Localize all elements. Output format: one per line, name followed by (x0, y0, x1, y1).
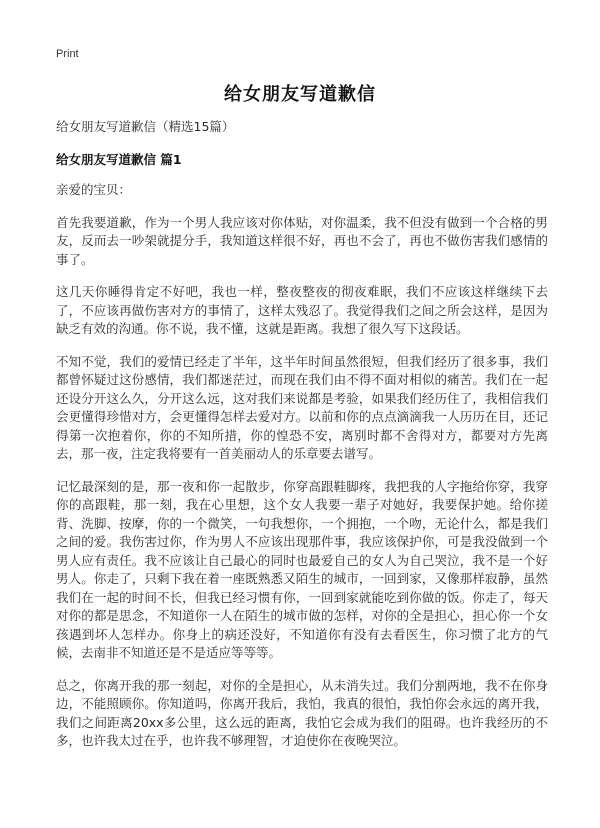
document-subtitle: 给女朋友写道歉信（精选15篇） (56, 119, 235, 134)
paragraph-4: 记忆最深刻的是，那一夜和你一起散步，你穿高跟鞋脚疼，我把我的人字拖给你穿，我穿你的高跟鞋，那一刻，我在心里想，这个女人我要一辈子对她好，我要保护她。给你搓背、洗脚、按摩，你的一个微笑，一句我想你，一个拥抱，一个吻，无论什么，都是我们之间的爱。我伤害过你，作为男人不应该出现那件事，我应该保护你，可是我没做到一个男人应有责任。我不应该让自己最心的同时也最爱自己的女人为自己哭泣，我不是一个好男人。你走了，只剩下我在着一座既熟悉又陌生的城市，一回到家，又像那样寂静，虽然我们在一起的时间不长，但我已经习惯有你，一回到家就能吃到你做的饭。你走了，每天对你的都是思念，不知道你一人在陌生的城市做的怎样，对你的全是担心，担心你一个女孩遇到坏人怎样办。你身上的病还没好，不知道你有没有去看医生，你习惯了北方的气候，去南非不知道还是不是适应等等等。 (56, 478, 548, 660)
document-title: 给女朋友写道歉信 (224, 84, 376, 105)
section-heading: 给女朋友写道歉信 篇1 (56, 151, 182, 167)
paragraph-3: 不知不觉，我们的爱情已经走了半年，这半年时间虽然很短，但我们经历了很多事，我们都曾怀疑过这份感情，我们都迷茫过，而现在我们由不得不面对相似的痛苦。我们在一起还设分开这么久，分开这么远，这对我们来说都是考验，如果我们经历住了，我相信我们会更懂得珍惜对方，会更懂得怎样去爱对方。以前和你的点点滴滴我一人历历在目，还记得第一次抱着你，你的不知所措，你的惶恐不安，离别时都不舍得对方，都要对方先离去，那一夜，注定我将要有一首美丽动人的乐章要去谱写。 (56, 353, 548, 461)
document-body (56, 118, 548, 765)
paragraph-1: 首先我要道歉，作为一个男人我应该对你体贴，对你温柔，我不但没有做到一个合格的男友，反而去一吵架就提分手，我知道这样很不好，再也不会了，再也不做伤害我们感情的事了。 (56, 214, 548, 267)
paragraph-2: 这几天你睡得肯定不好吧，我也一样，整夜整夜的彻夜难眠，我们不应该这样继续下去了，不应该再做伤害对方的事情了，这样太残忍了。我觉得我们之间之所会这样，是因为缺乏有效的沟通。你不说，我不懂，这就是距离。我想了很久写下这段话。 (56, 284, 548, 336)
print-label[interactable]: Print (56, 48, 79, 60)
greeting: 亲爱的宝贝： (56, 182, 132, 197)
paragraph-5: 总之，你离开我的那一刻起，对你的全是担心，从未消失过。我们分割两地，我不在你身边，不能照顾你。你知道吗，你离开我后，我怕，我真的很怕，我怕你会永远的离开我，我们之间距离20xx多公里，这么远的距离，我怕它会成为我们的阻碍。也许我经历的不多，也许我太过在乎，也许我不够理智，才迫使你在夜晚哭泣。 (56, 677, 548, 748)
